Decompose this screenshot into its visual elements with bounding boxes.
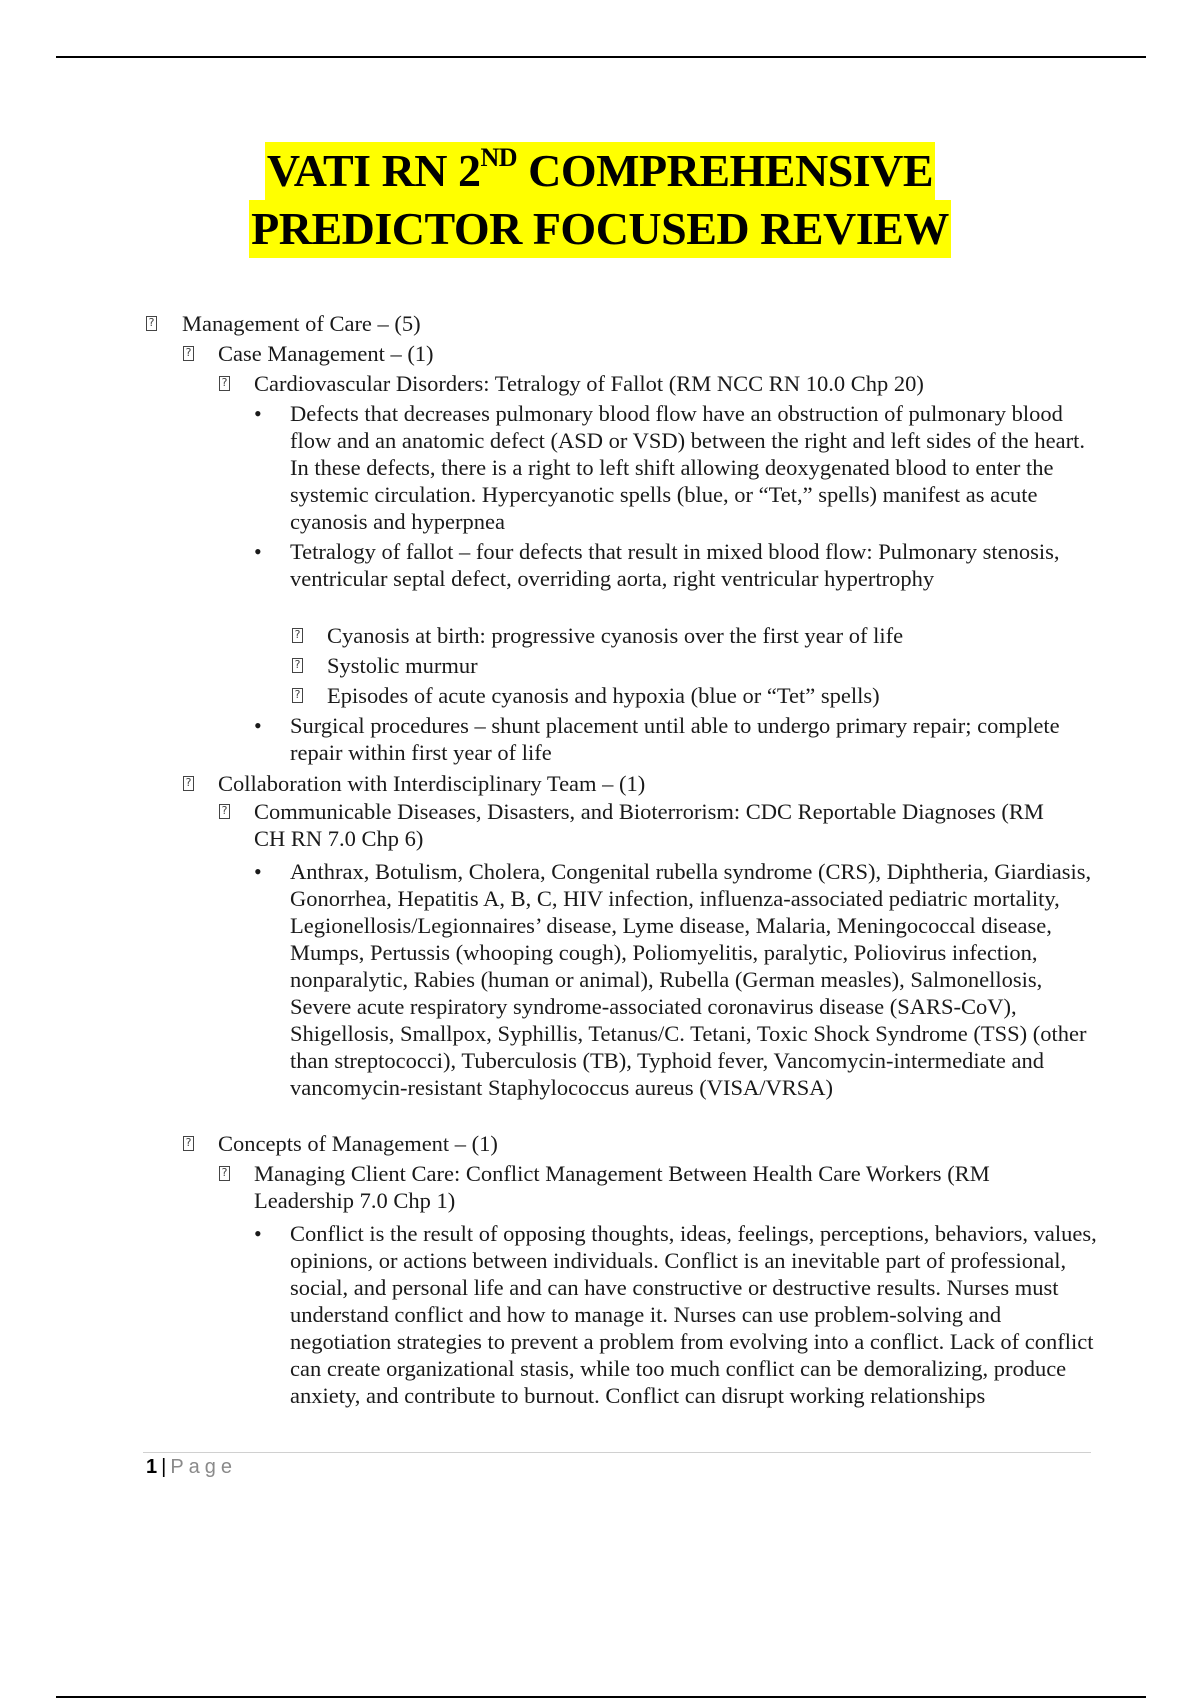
missing-glyph-icon: ? <box>183 1136 194 1151</box>
bullet-icon: • <box>254 401 262 426</box>
missing-glyph-icon: ? <box>146 316 157 331</box>
missing-glyph-icon: ? <box>292 658 303 673</box>
page-label: Page <box>170 1456 238 1478</box>
footer-divider <box>143 1452 1091 1453</box>
footer-separator: | <box>161 1456 167 1478</box>
header-rule <box>56 56 1146 58</box>
bullet-icon: • <box>254 539 262 564</box>
missing-glyph-icon: ? <box>219 1166 230 1181</box>
title-line-1: VATI RN 2ND COMPREHENSIVE <box>265 142 935 200</box>
bottom-rule <box>56 1696 1146 1698</box>
document-title <box>0 142 1200 258</box>
missing-glyph-icon: ? <box>183 776 194 791</box>
missing-glyph-icon: ? <box>183 346 194 361</box>
missing-glyph-icon: ? <box>219 376 230 391</box>
page-footer <box>146 1456 237 1479</box>
page-number: 1 <box>146 1456 158 1478</box>
missing-glyph-icon: ? <box>292 688 303 703</box>
missing-glyph-icon: ? <box>292 628 303 643</box>
missing-glyph-icon: ? <box>219 804 230 819</box>
bullet-icon: • <box>254 713 262 738</box>
bullet-icon: • <box>254 859 262 884</box>
bullet-icon: • <box>254 1221 262 1246</box>
title-line-2: PREDICTOR FOCUSED REVIEW <box>249 200 951 258</box>
